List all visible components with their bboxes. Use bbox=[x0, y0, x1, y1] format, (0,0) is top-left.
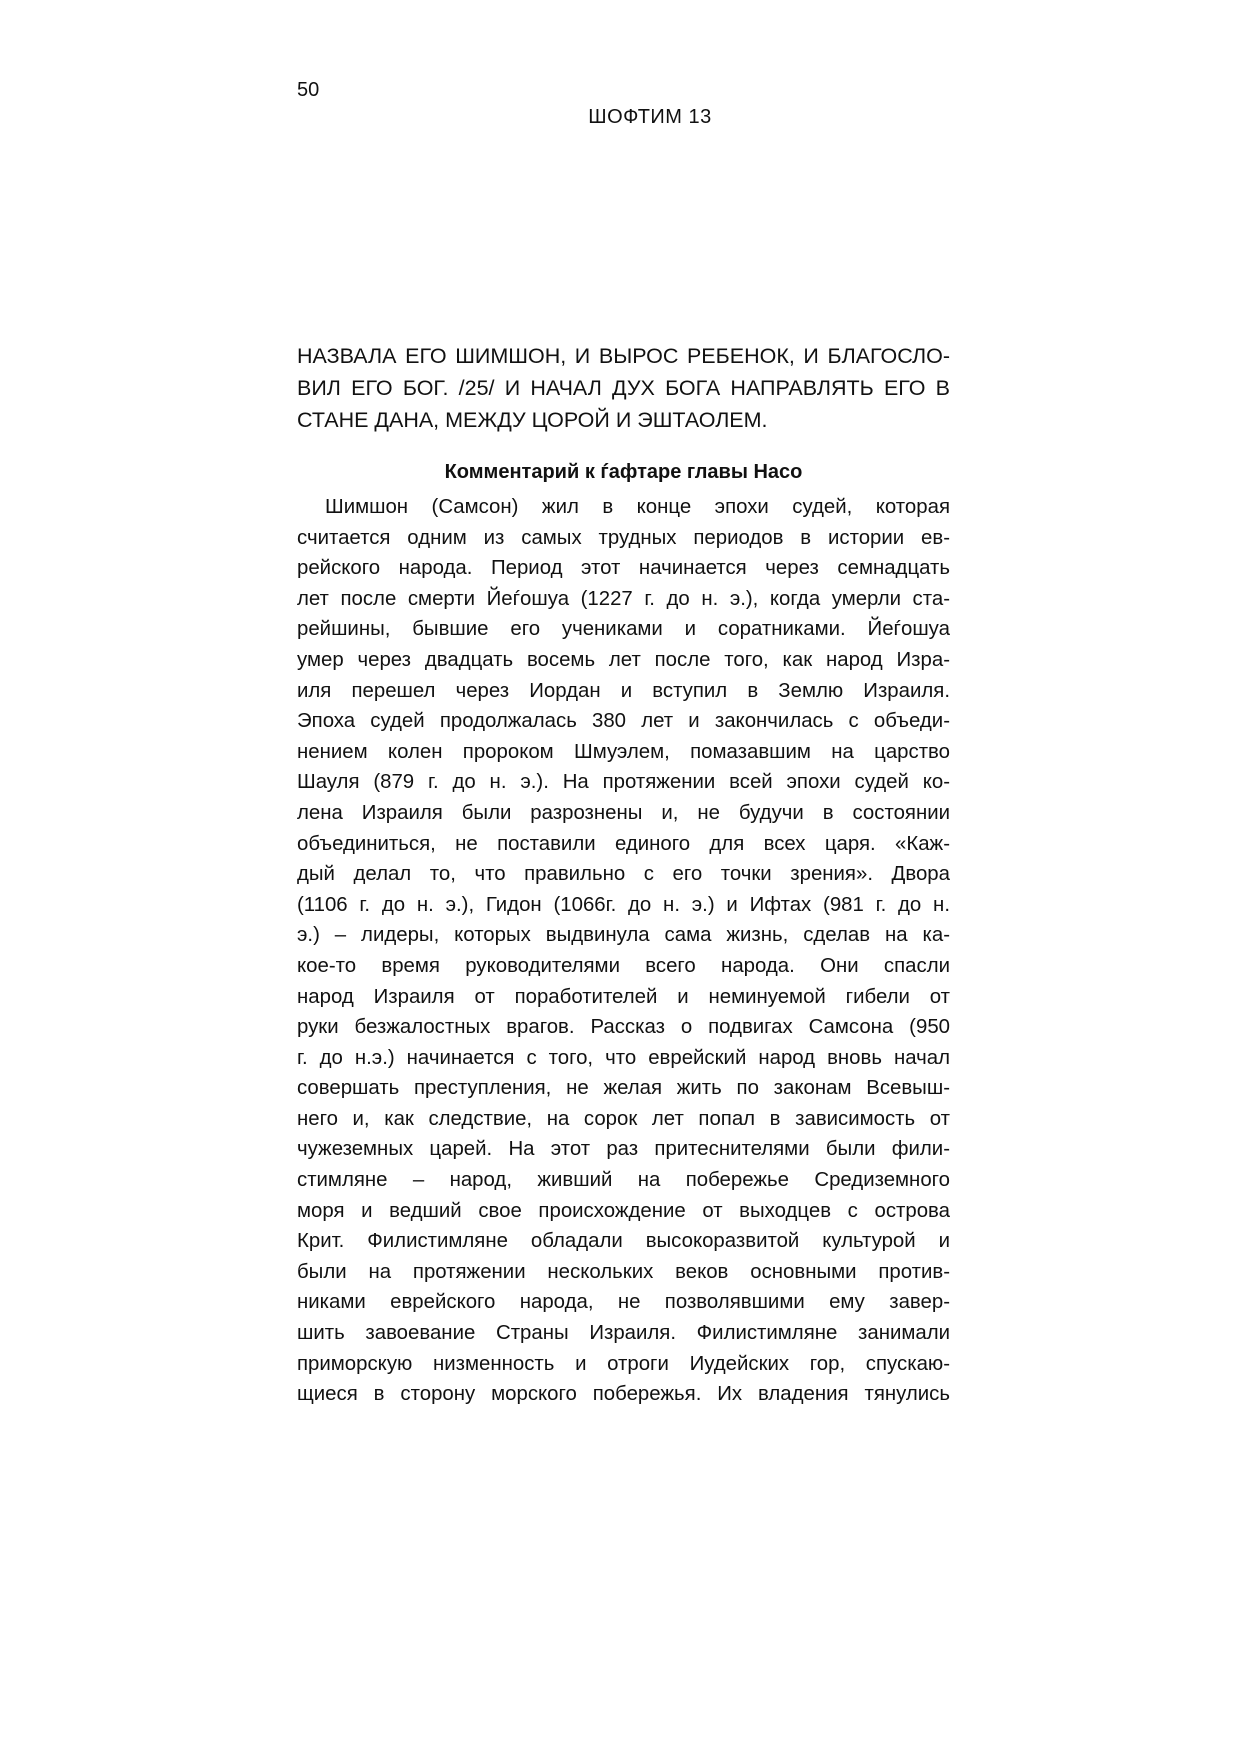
verse-line: СТАНЕ ДАНА, МЕЖДУ ЦОРОЙ И ЭШТАОЛЕМ. bbox=[297, 408, 768, 432]
commentary-line: э.) – лидеры, которых выдвинула сама жизнь, сделав на ка- bbox=[297, 924, 950, 947]
commentary-body bbox=[297, 492, 950, 1410]
commentary-heading: Комментарий к ѓафтаре главы Насо bbox=[444, 461, 803, 483]
commentary-line: дый делал то, что правильно с его точки зрения». Двора bbox=[297, 863, 950, 886]
commentary-line: лена Израиля были разрознены и, не будучи в состоянии bbox=[297, 801, 950, 824]
verse-line: ВИЛ ЕГО БОГ. /25/ И НАЧАЛ ДУХ БОГА НАПРАВЛЯТЬ ЕГО В bbox=[297, 376, 950, 400]
commentary-line: совершать преступления, не желая жить по законам Всевыш- bbox=[297, 1077, 950, 1100]
commentary-line: (1106 г. до н. э.), Гидон (1066г. до н. э.) и Ифтах (981 г. до н. bbox=[297, 893, 950, 916]
commentary-line: Эпоха судей продолжалась 380 лет и закончилась с объеди- bbox=[297, 710, 950, 733]
commentary-line: него и, как следствие, на сорок лет попал в зависимость от bbox=[297, 1107, 950, 1130]
commentary-line: чужеземных царей. На этот раз притеснителями были фили- bbox=[297, 1138, 950, 1161]
commentary-line: руки безжалостных врагов. Рассказ о подвигах Самсона (950 bbox=[297, 1016, 950, 1039]
verse-line: НАЗВАЛА ЕГО ШИМШОН, И ВЫРОС РЕБЕНОК, И БЛАГОСЛО- bbox=[297, 344, 950, 368]
commentary-line: были на протяжении нескольких веков основными против- bbox=[297, 1260, 950, 1283]
commentary-line: щиеся в сторону морского побережья. Их владения тянулись bbox=[297, 1383, 950, 1406]
verse-block bbox=[297, 340, 950, 436]
commentary-line: стимляне – народ, живший на побережье Средиземного bbox=[297, 1169, 950, 1192]
commentary-line: умер через двадцать восемь лет после того, как народ Изра- bbox=[297, 648, 950, 671]
commentary-line: считается одним из самых трудных периодов в истории ев- bbox=[297, 526, 950, 549]
commentary-line: Шауля (879 г. до н. э.). На протяжении всей эпохи судей ко- bbox=[297, 771, 950, 794]
commentary-line: никами еврейского народа, не позволявшими ему завер- bbox=[297, 1291, 950, 1314]
page-number: 50 bbox=[297, 79, 320, 101]
commentary-line: рейшины, бывшие его учениками и соратниками. Йеѓошуа bbox=[297, 618, 950, 641]
commentary-line: моря и ведший свое происхождение от выходцев с острова bbox=[297, 1199, 950, 1222]
commentary-line: г. до н.э.) начинается с того, что еврейский народ вновь начал bbox=[297, 1046, 950, 1069]
commentary-line: объединиться, не поставили единого для всех царя. «Каж- bbox=[297, 832, 950, 855]
running-head: ШОФТИМ 13 bbox=[588, 106, 712, 128]
commentary-line: иля перешел через Иордан и вступил в Землю Израиля. bbox=[297, 679, 950, 702]
commentary-line: шить завоевание Страны Израиля. Филистимляне занимали bbox=[297, 1322, 950, 1345]
commentary-line: нением колен пророком Шмуэлем, помазавшим на царство bbox=[297, 740, 950, 763]
commentary-line: народ Израиля от поработителей и неминуемой гибели от bbox=[297, 985, 950, 1008]
commentary-line: Крит. Филистимляне обладали высокоразвитой культурой и bbox=[297, 1230, 950, 1253]
commentary-line: приморскую низменность и отроги Иудейских гор, спускаю- bbox=[297, 1352, 950, 1375]
commentary-line: рейского народа. Период этот начинается через семнадцать bbox=[297, 557, 950, 580]
commentary-line: лет после смерти Йеѓошуа (1227 г. до н. э.), когда умерли ста- bbox=[297, 587, 950, 610]
commentary-line: кое-то время руководителями всего народа. Они спасли bbox=[297, 954, 950, 977]
commentary-line: Шимшон (Самсон) жил в конце эпохи судей, которая bbox=[325, 496, 950, 518]
